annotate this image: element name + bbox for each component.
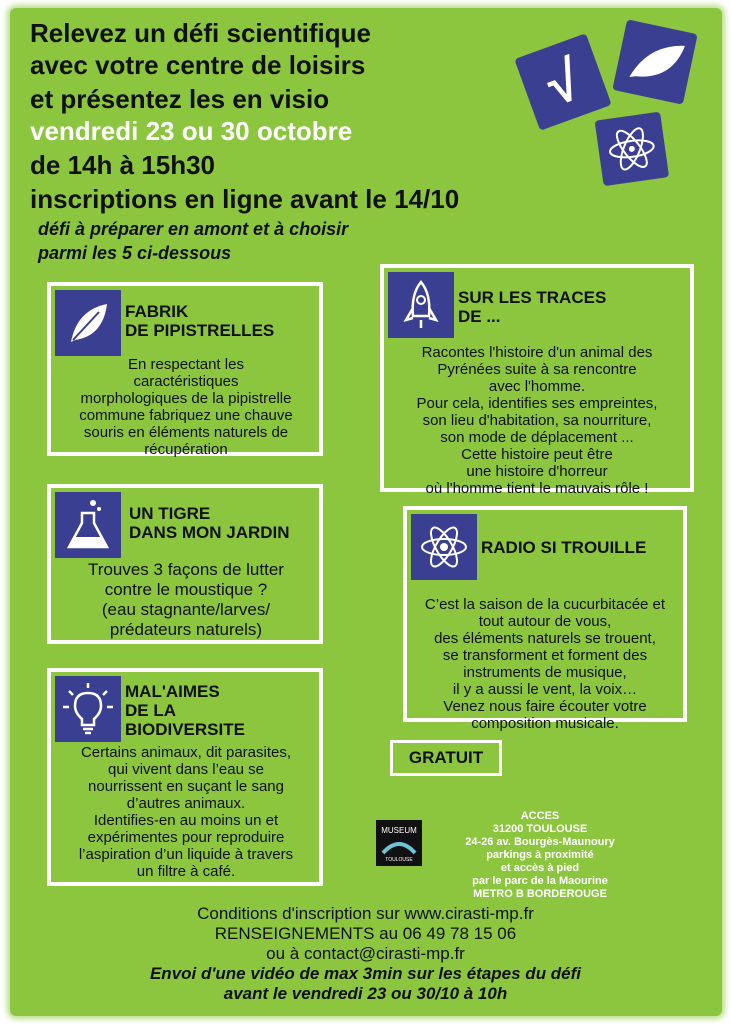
headline-line-3: et présentez les en visio (30, 84, 330, 114)
gratuit-badge: GRATUIT (390, 740, 502, 776)
card-text-line: Identifies-en au moins un et (93, 812, 279, 829)
card-text-line: commune fabriquez une chauve (79, 407, 293, 424)
card-text-line: En respectant les (128, 356, 244, 373)
footer (0, 904, 731, 1004)
footer-email: ou à contact@cirasti-mp.fr (266, 944, 465, 963)
card-text-line: se transforment et forment des (442, 647, 648, 664)
card-text-line: C’est la saison de la cucurbitacée et (424, 596, 666, 613)
card-text-line: prédateurs naturels) (109, 620, 263, 639)
card-text-line: expérimentes pour reproduire (87, 829, 285, 846)
card-text-line: l’aspiration d’un liquide à travers (78, 846, 294, 863)
card-text-line: son mode de déplacement ... (440, 429, 634, 446)
lightbulb-icon (61, 681, 115, 737)
card-text-line: des éléments naturels se trouent, (434, 630, 656, 647)
access-line: 24-26 av. Bourgès-Maunoury (465, 836, 615, 848)
card-text-line: Venez nous faire écouter votre (443, 698, 647, 715)
card-radio (403, 506, 687, 732)
headline-time: de 14h à 15h30 (30, 150, 215, 180)
headline-line-2: avec votre centre de loisirs (30, 50, 366, 80)
card-title-line: RADIO SI TROUILLE (481, 538, 647, 557)
card-text-line: une histoire d'horreur (466, 463, 608, 480)
card-text-line: Trouves 3 façons de lutter (88, 560, 284, 579)
card-tigre (47, 484, 323, 644)
card-text-line: composition musicale. (471, 715, 619, 732)
museum-logo-arc (379, 835, 419, 855)
card-pipistrelles (47, 282, 323, 456)
card-title-line: MAL'AIMES (125, 682, 220, 701)
card-text-line: récupération (144, 441, 228, 458)
badge-traces (388, 272, 454, 338)
card-text-line: nourrissent en suçant le sang (88, 778, 284, 795)
card-text-line: Certains animaux, dit parasites, (80, 744, 292, 761)
museum-logo-label: MUSEUM (381, 826, 417, 835)
card-text-line: avec l'homme. (488, 378, 586, 395)
card-text-line: instruments de musique, (463, 664, 627, 681)
card-text-line: qui vivent dans l’eau se (108, 761, 264, 778)
card-title-line: DE LA (125, 701, 176, 720)
card-title-line: FABRIK (125, 302, 189, 321)
card-text-line: Pyrénées suite à sa rencontre (437, 361, 637, 378)
footer-phone: RENSEIGNEMENTS au 06 49 78 15 06 (214, 924, 517, 943)
card-title-line: SUR LES TRACES (458, 288, 607, 307)
card-biodiversite (47, 668, 323, 886)
access-line: et accès à pied (500, 862, 580, 874)
card-text-line: contre le moustique ? (104, 580, 268, 599)
card-text-line: (eau stagnante/larves/ (101, 600, 271, 619)
card-text-line: morphologiques de la pipistrelle (80, 390, 292, 407)
cirasti-logo (515, 20, 700, 190)
badge-radio (411, 514, 477, 580)
badge-tigre (55, 492, 121, 558)
card-traces (380, 264, 694, 497)
card-text-line: d’autres animaux. (126, 795, 246, 812)
rocket-icon (396, 278, 446, 332)
card-title-line: DE PIPISTRELLES (125, 321, 275, 340)
subheadline-2: parmi les 5 ci-dessous (38, 243, 232, 263)
leaf-icon (63, 298, 113, 348)
card-text-line: caractéristiques (133, 373, 239, 390)
badge-pipistrelles (55, 290, 121, 356)
atom-icon (417, 520, 471, 574)
headline-line-1: Relevez un défi scientifique (30, 18, 371, 48)
card-text-line: il y a aussi le vent, la voix… (452, 681, 638, 698)
card-title-line: DE ... (458, 307, 501, 326)
subheadline-1: défi à préparer en amont et à choisir (38, 219, 349, 239)
card-title-line: UN TIGRE (129, 504, 211, 523)
museum-logo-sub: TOULOUSE (385, 857, 413, 863)
access-line: 31200 TOULOUSE (492, 823, 588, 835)
badge-biodiversite (55, 676, 121, 742)
flask-icon (63, 497, 113, 553)
footer-conditions: Conditions d'inscription sur www.cirasti-mp.fr (197, 904, 534, 923)
card-text-line: souris en éléments naturels de (83, 424, 289, 441)
headline-date: vendredi 23 ou 30 octobre (30, 116, 353, 146)
card-text-line: Racontes l'histoire d'un animal des (421, 344, 653, 361)
card-text-line: son lieu d'habitation, sa nourriture, (422, 412, 652, 429)
card-title-line: BIODIVERSITE (125, 720, 245, 739)
card-text-line: tout autour de vous, (478, 613, 612, 630)
access-info (420, 810, 660, 901)
footer-deadline: avant le vendredi 23 ou 30/10 à 10h (223, 984, 508, 1003)
card-text-line: Pour cela, identifies ses empreintes, (416, 395, 658, 412)
access-line: par le parc de la Maourine (472, 875, 608, 887)
access-line: METRO B BORDEROUGE (473, 888, 607, 900)
headline-registration: inscriptions en ligne avant le 14/10 (30, 184, 460, 214)
footer-video-note: Envoi d'une vidéo de max 3min sur les étapes du défi (149, 964, 582, 983)
card-text-line: Cette histoire peut être (461, 446, 613, 463)
access-line: ACCES (520, 810, 560, 822)
access-line: parkings à proximité (486, 849, 594, 861)
card-title-line: DANS MON JARDIN (129, 523, 290, 542)
museum-logo (376, 820, 422, 866)
svg-text:√: √ (537, 47, 589, 118)
card-text-line: où l'homme tient le mauvais rôle ! (425, 480, 649, 497)
card-text-line: un filtre à café. (136, 863, 236, 880)
